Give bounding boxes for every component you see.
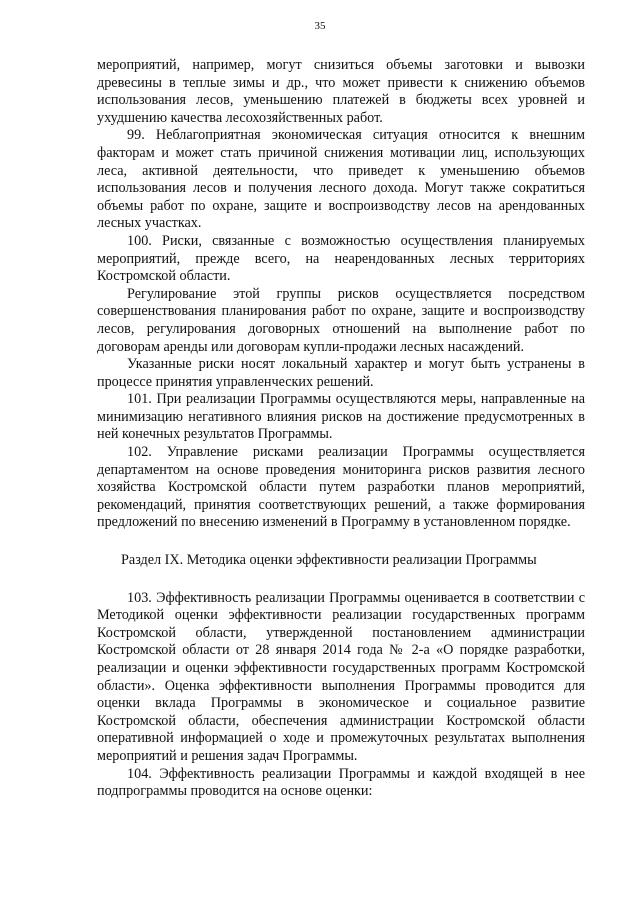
page-number: 35 <box>314 20 326 32</box>
paragraph-local-risks: Указанные риски носят локальный характер и могут быть устранены в процессе принятия управленческих решений. <box>97 356 585 390</box>
paragraph-99: 99. Неблагоприятная экономическая ситуация относится к внешним факторам и может стать причиной снижения мотивации лиц, использующих леса, активной деятельности, что приведет к уменьшению объемов использования лесов и получения лесного дохода. Могут также сократиться объемы работ по охране, защите и воспроизводству лесов на арендованных лесных участках. <box>97 127 585 232</box>
paragraph-risk-regulation: Регулирование этой группы рисков осуществляется посредством совершенствования планирования работ по охране, защите и воспроизводству лесов, регулирования договорных отношений на выполнение работ по договорам аренды или договорам купли-продажи лесных насаждений. <box>97 285 585 355</box>
paragraph-104: 104. Эффективность реализации Программы и каждой входящей в нее подпрограммы проводится на основе оценки: <box>97 765 585 800</box>
section-heading: Раздел IX. Методика оценки эффективности реализации Программы <box>121 552 537 569</box>
paragraph-102: 102. Управление рисками реализации Программы осуществляется департаментом на основе проведения мониторинга рисков развития лесного хозяйства Костромской области путем разработки планов мероприятий, рекомендаций, принятия соответствующих решений, а также формирования предложений по внесению изменений в Программу в установленном порядке. <box>97 444 585 531</box>
paragraph-103: 103. Эффективность реализации Программы оценивается в соответствии с Методикой оценки эффективности реализации государственных программ Костромской области, утвержденной постановлением администрации Костромской области от 28 января 2014 года № 2-а «О порядке разработки, реализации и оценки эффективности государственных программ Костромской области». Оценка эффективности выполнения Программы проводится для оценки вклада Программы в экономическое и социальное развитие Костромской области, обеспечения администрации Костромской области оперативной информацией о ходе и промежуточных результатах выполнения мероприятий и решения задач Программы. <box>97 589 585 764</box>
paragraph-101: 101. При реализации Программы осуществляются меры, направленные на минимизацию негативного влияния рисков на достижение предусмотренных в ней конечных результатов Программы. <box>97 391 585 443</box>
paragraph-100: 100. Риски, связанные с возможностью осуществления планируемых мероприятий, прежде всего, на неарендованных лесных территориях Костромской области. <box>97 232 585 285</box>
page-body <box>97 57 585 801</box>
paragraph-continuation: мероприятий, например, могут снизиться объемы заготовки и вывозки древесины в теплые зимы и др., что может привести к снижению объемов использования лесов, уменьшению платежей в бюджеты всех уровней и ухудшению качества лесохозяйственных работ. <box>97 57 585 126</box>
